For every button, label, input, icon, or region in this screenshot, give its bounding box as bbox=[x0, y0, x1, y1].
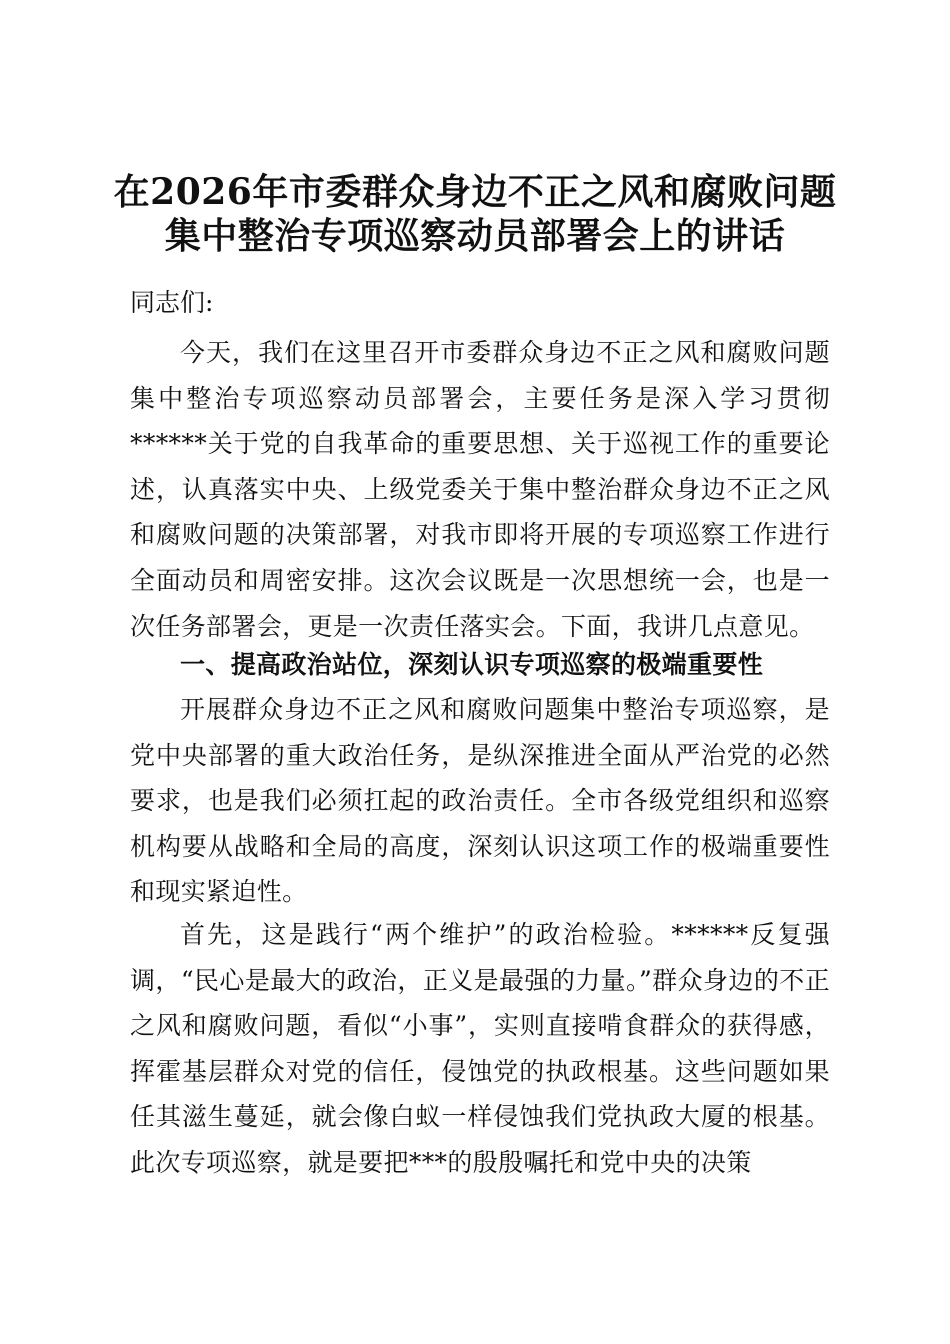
paragraph-first-point: 首先，这是践行“两个维护”的政治检验。******反复强调，“民心是最大的政治，正义是最强的力量。”群众身边的不正之风和腐败问题，看似“小事”，实则直接啃食群众的获得感，挥霍基层群众对党的信任，侵蚀党的执政根基。这些问题如果任其滋生蔓延，就会像白蚁一样侵蚀我们党执政大厦的根基。此次专项巡察，就是要把***的殷殷嘱托和党中央的决策 bbox=[130, 920, 830, 1177]
salutation: 同志们: bbox=[130, 288, 214, 317]
document-title-line-2: 集中整治专项巡察动员部署会上的讲话 bbox=[164, 215, 786, 257]
paragraph-intro: 今天，我们在这里召开市委群众身边不正之风和腐败问题集中整治专项巡察动员部署会，主要任务是深入学习贯彻******关于党的自我革命的重要思想、关于巡视工作的重要论述，认真落实中央、上级党委关于集中整治群众身边不正之风和腐败问题的决策部署，对我市即将开展的专项巡察工作进行全面动员和周密安排。这次会议既是一次思想统一会，也是一次任务部署会，更是一次责任落实会。下面，我讲几点意见。 bbox=[130, 338, 830, 641]
section-heading-1: 一、提高政治站位，深刻认识专项巡察的极端重要性 bbox=[180, 650, 764, 679]
paragraph-section-1-body: 开展群众身边不正之风和腐败问题集中整治专项巡察，是党中央部署的重大政治任务，是纵深推进全面从严治党的必然要求，也是我们必须扛起的政治责任。全市各级党组织和巡察机构要从战略和全局的高度，深刻认识这项工作的极端重要性和现实紧迫性。 bbox=[130, 695, 830, 907]
document-title-line-1: 在2026年市委群众身边不正之风和腐败问题 bbox=[113, 171, 837, 213]
